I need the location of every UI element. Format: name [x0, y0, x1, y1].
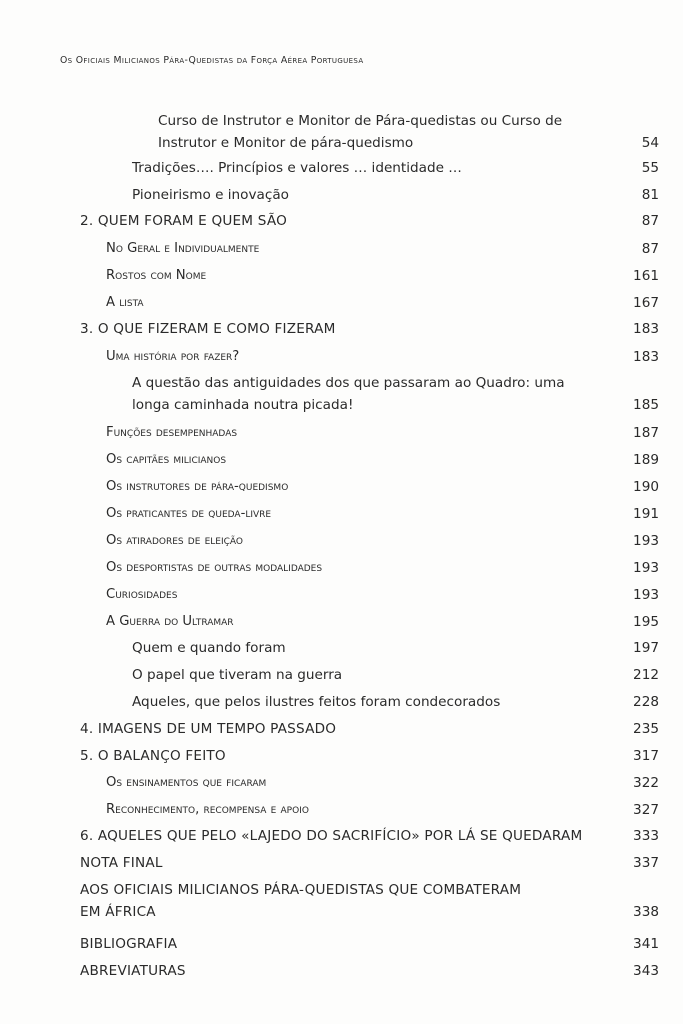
toc-entry-title-line: Reconhecimento, recompensa e apoio — [106, 802, 309, 817]
toc-entry-page-number: 193 — [633, 587, 659, 603]
toc-entry-page-number: 167 — [633, 295, 659, 311]
toc-entry-page-number: 327 — [633, 802, 659, 818]
toc-entry-page-number: 341 — [633, 936, 659, 952]
toc-entry-title-line: EM ÁFRICA — [80, 904, 156, 920]
toc-entry-title — [80, 318, 336, 340]
toc-entry-title — [80, 745, 226, 767]
toc-entry-title-line: BIBLIOGRAFIA — [80, 936, 178, 952]
toc-entry-title-line: Funções desempenhadas — [106, 425, 238, 440]
toc-entry-title — [106, 346, 239, 368]
toc-entry-page-number: 193 — [633, 560, 659, 576]
toc-entry-title — [106, 772, 266, 794]
toc-entry-page-number: 337 — [633, 855, 659, 871]
toc-entry-title-line: A lista — [106, 295, 144, 310]
toc-entry-title-line: O papel que tiveram na guerra — [132, 667, 343, 683]
toc-entry-title — [158, 110, 562, 154]
toc-entry-title-line: Os ensinamentos que ficaram — [106, 775, 267, 790]
toc-entry-title-line: 3. O QUE FIZERAM E COMO FIZERAM — [80, 321, 336, 337]
toc-entry-title — [80, 210, 287, 232]
toc-entry-title-line: Os praticantes de queda-livre — [106, 506, 272, 521]
toc-entry-title-line: NOTA FINAL — [80, 855, 163, 871]
toc-entry-page-number: 87 — [641, 213, 659, 229]
toc-entry-title-line: 5. O BALANÇO FEITO — [80, 748, 226, 764]
toc-entry-page-number: 87 — [641, 241, 659, 257]
toc-entry-title-line: Aqueles, que pelos ilustres feitos foram condecorados — [132, 694, 501, 710]
toc-entry-title-line: Curso de Instrutor e Monitor de Pára-quedistas ou Curso de — [158, 113, 563, 129]
toc-entry-title-line: AOS OFICIAIS MILICIANOS PÁRA-QUEDISTAS QUE COMBATERAM — [80, 882, 522, 898]
toc-entry-title-line: 6. AQUELES QUE PELO «LAJEDO DO SACRIFÍCIO» POR LÁ SE QUEDARAM — [80, 828, 583, 844]
toc-entry-page-number: 197 — [633, 640, 659, 656]
toc-entry-page-number: 187 — [633, 425, 659, 441]
toc-entry-page-number: 228 — [633, 694, 659, 710]
toc-entry-title — [80, 879, 521, 923]
toc-entry-title-line: Tradições…. Princípios e valores … identidade … — [132, 160, 462, 176]
toc-entry-page-number: 183 — [633, 349, 659, 365]
toc-entry-title — [132, 372, 565, 416]
toc-entry-title — [106, 449, 226, 471]
toc-entry-title — [106, 584, 177, 606]
toc-entry-page-number: 161 — [633, 268, 659, 284]
toc-entry-title-line: 4. IMAGENS DE UM TEMPO PASSADO — [80, 721, 337, 737]
toc-entry-title — [106, 557, 322, 579]
toc-entry-title-line: Uma história por fazer? — [106, 349, 240, 364]
toc-entry-title — [106, 530, 243, 552]
toc-entry-title-line: 2. QUEM FORAM E QUEM SÃO — [80, 213, 287, 229]
toc-entry-page-number: 193 — [633, 533, 659, 549]
toc-entry-title — [106, 476, 288, 498]
toc-entry-title-line: Os instrutores de pára-quedismo — [106, 479, 289, 494]
toc-entry-page-number: 55 — [641, 160, 659, 176]
toc-entry-title — [80, 718, 336, 740]
running-header: Os Oficiais Milicianos Pára-Quedistas da Força Aérea Portuguesa — [60, 55, 364, 66]
toc-entry-title-line: ABREVIATURAS — [80, 963, 186, 979]
toc-entry-title — [106, 265, 206, 287]
toc-entry-title — [106, 503, 271, 525]
toc-entry-page-number: 185 — [633, 397, 659, 413]
toc-entry-title — [132, 691, 500, 713]
toc-entry-title — [80, 852, 163, 874]
toc-entry-title — [132, 157, 462, 179]
toc-entry-page-number: 190 — [633, 479, 659, 495]
toc-entry-page-number: 343 — [633, 963, 659, 979]
toc-entry-title-line: longa caminhada noutra picada! — [132, 397, 354, 413]
toc-entry-title-line: Os capitães milicianos — [106, 452, 227, 467]
toc-entry-page-number: 191 — [633, 506, 659, 522]
toc-entry-page-number: 189 — [633, 452, 659, 468]
toc-entry-title-line: Os desportistas de outras modalidades — [106, 560, 323, 575]
toc-entry-title — [80, 933, 177, 955]
toc-entry-page-number: 322 — [633, 775, 659, 791]
toc-entry-title — [106, 238, 259, 260]
toc-entry-title-line: Instrutor e Monitor de pára-quedismo — [158, 135, 414, 151]
toc-entry-title — [132, 184, 289, 206]
toc-entry-title-line: Curiosidades — [106, 587, 178, 602]
toc-entry-page-number: 183 — [633, 321, 659, 337]
toc-entry-page-number: 54 — [641, 135, 659, 151]
toc-entry-title-line: A Guerra do Ultramar — [106, 614, 234, 629]
toc-entry-title-line: Rostos com Nome — [106, 268, 207, 283]
toc-entry-title-line: A questão das antiguidades dos que passaram ao Quadro: uma — [132, 375, 565, 391]
toc-entry-page-number: 212 — [633, 667, 659, 683]
toc-entry-title — [132, 637, 286, 659]
toc-entry-title-line: Quem e quando foram — [132, 640, 286, 656]
toc-entry-page-number: 81 — [641, 187, 659, 203]
toc-entry-title — [106, 799, 309, 821]
toc-entry-page-number: 317 — [633, 748, 659, 764]
toc-entry-title-line: Pioneirismo e inovação — [132, 187, 289, 203]
toc-entry-title — [106, 611, 234, 633]
toc-entry-title — [132, 664, 342, 686]
toc-entry-title-line: No Geral e Individualmente — [106, 241, 260, 256]
toc-entry-title — [80, 960, 186, 982]
toc-entry-title — [80, 825, 582, 847]
toc-entry-title — [106, 422, 237, 444]
toc-entry-page-number: 235 — [633, 721, 659, 737]
toc-entry-page-number: 338 — [633, 904, 659, 920]
toc-entry-page-number: 333 — [633, 828, 659, 844]
toc-entry-page-number: 195 — [633, 614, 659, 630]
toc-entry-title — [106, 292, 144, 314]
toc-entry-title-line: Os atiradores de eleição — [106, 533, 244, 548]
